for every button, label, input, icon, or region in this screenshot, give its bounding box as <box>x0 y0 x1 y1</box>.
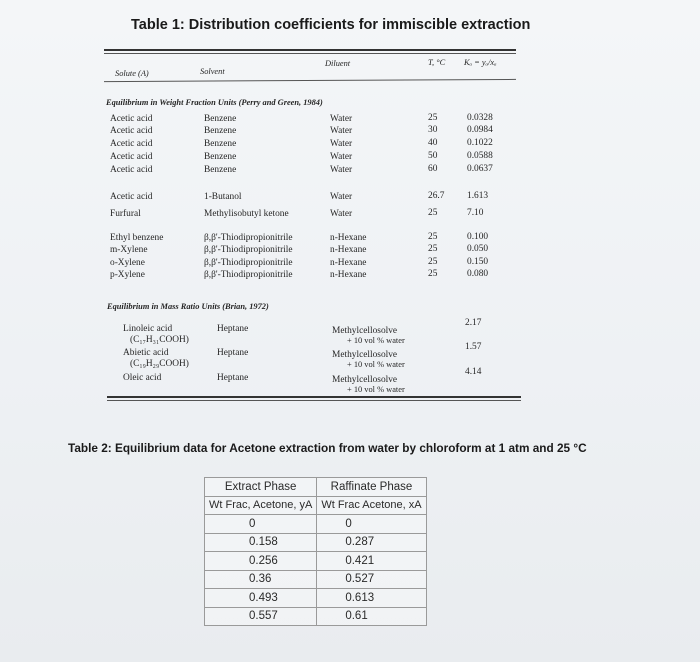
table1-cell-solvent: Benzene <box>204 114 237 124</box>
table1-massratio-solvent: Heptane <box>217 324 249 334</box>
table2-cell-raffinate: 0.287 <box>317 533 426 552</box>
table1-massratio-diluent: Methylcellosolve <box>332 326 398 336</box>
table2-cell-extract: 0.557 <box>205 607 317 626</box>
table1-cell-diluent: Water <box>330 209 353 219</box>
table1-cell-diluent: n-Hexane <box>330 270 367 280</box>
table1-top-rule <box>104 49 516 51</box>
table1-cell-t: 60 <box>428 164 438 174</box>
table1-title: Table 1: Distribution coefficients for immiscible extraction <box>131 17 531 33</box>
table1-cell-diluent: Water <box>330 114 353 124</box>
table2-cell-extract: 0.256 <box>205 552 317 571</box>
table1-cell-t: 26.7 <box>428 191 445 201</box>
table1-cell-solvent: Methylisobutyl ketone <box>204 209 289 219</box>
table1-cell-t: 25 <box>428 244 438 254</box>
table1-massratio-formula: (C₁₇H₃₁COOH) <box>130 335 189 345</box>
table2-cell-raffinate: 0.421 <box>317 552 426 571</box>
table2-title: Table 2: Equilibrium data for Acetone extraction from water by chloroform at 1 atm and 25 °C <box>68 441 587 455</box>
table2-row <box>205 515 427 534</box>
table1-cell-solvent: Benzene <box>204 139 237 149</box>
table1-cell-t: 30 <box>428 125 438 135</box>
table2-row <box>205 533 427 552</box>
table1-cell-k: 0.050 <box>467 244 489 254</box>
header-diluent: Diluent <box>325 59 351 68</box>
table1-cell-solvent: Benzene <box>204 126 237 136</box>
table2-cell-raffinate: 0.613 <box>317 589 426 608</box>
section-weight-fraction: Equilibrium in Weight Fraction Units (Perry and Green, 1984) <box>106 98 323 107</box>
table2-subheader-extract: Wt Frac, Acetone, yA <box>205 496 317 515</box>
header-solvent: Solvent <box>200 67 225 76</box>
table1-massratio-solvent: Heptane <box>217 373 249 383</box>
table1-cell-solute: Acetic acid <box>110 165 153 175</box>
table1-cell-solute: p-Xylene <box>110 270 145 280</box>
table1-massratio-diluent2: + 10 vol % water <box>347 336 405 345</box>
header-temp: T, °C <box>428 58 446 67</box>
table2-row <box>205 607 427 626</box>
table1-massratio-diluent: Methylcellosolve <box>332 375 398 385</box>
table2 <box>204 477 427 626</box>
table1-cell-k: 0.0984 <box>467 125 493 135</box>
table1-cell-solute: o-Xylene <box>110 258 145 268</box>
table1-massratio-k: 2.17 <box>465 318 482 328</box>
table1-cell-diluent: Water <box>330 126 353 136</box>
table1-cell-t: 25 <box>428 208 438 218</box>
table1-cell-solute: Acetic acid <box>110 192 153 202</box>
table1-cell-t: 40 <box>428 138 438 148</box>
table1-cell-k: 0.150 <box>467 257 489 267</box>
header-rule <box>104 79 516 82</box>
table1-massratio-solute: Abietic acid <box>123 348 169 358</box>
table1-cell-k: 0.0588 <box>467 151 493 161</box>
table1-massratio-diluent: Methylcellosolve <box>332 350 398 360</box>
table1-cell-solvent: 1-Butanol <box>204 192 242 202</box>
header-k: Kₐ = yₐ/xₐ <box>464 58 497 67</box>
table1-cell-diluent: n-Hexane <box>330 258 367 268</box>
table1-cell-diluent: n-Hexane <box>330 233 367 243</box>
table2-cell-raffinate: 0.527 <box>317 570 426 589</box>
table2-cell-raffinate: 0 <box>317 515 426 534</box>
table1-cell-k: 7.10 <box>467 208 484 218</box>
table1-cell-diluent: Water <box>330 192 353 202</box>
table2-row <box>205 552 427 571</box>
table1-cell-diluent: Water <box>330 152 353 162</box>
table1-cell-solute: m-Xylene <box>110 245 148 255</box>
table1-cell-k: 0.0328 <box>467 113 493 123</box>
table1-cell-k: 0.0637 <box>467 164 493 174</box>
table1-cell-solute: Furfural <box>110 209 141 219</box>
table2-cell-extract: 0 <box>205 515 317 534</box>
table1-massratio-formula: (C₁₉H₂₉COOH) <box>130 359 189 369</box>
table1-massratio-solute: Linoleic acid <box>123 324 173 334</box>
table1-cell-solute: Ethyl benzene <box>110 233 164 243</box>
table2-cell-extract: 0.493 <box>205 589 317 608</box>
table1-cell-solvent: β,β'-Thiodipropionitrile <box>204 233 293 243</box>
table1-cell-t: 25 <box>428 232 438 242</box>
table1-cell-diluent: n-Hexane <box>330 245 367 255</box>
table1-cell-solute: Acetic acid <box>110 139 153 149</box>
table1-cell-solvent: Benzene <box>204 152 237 162</box>
table1-massratio-k: 4.14 <box>465 367 482 377</box>
table2-row <box>205 589 427 608</box>
table1-cell-solute: Acetic acid <box>110 126 153 136</box>
table1-cell-diluent: Water <box>330 139 353 149</box>
table1-bottom-rule-2 <box>107 400 521 401</box>
table1-massratio-solute: Oleic acid <box>123 373 162 383</box>
table1-cell-solvent: β,β'-Thiodipropionitrile <box>204 245 293 255</box>
header-solute: Solute (A) <box>115 69 149 78</box>
table1-massratio-diluent2: + 10 vol % water <box>347 385 405 394</box>
table1-cell-diluent: Water <box>330 165 353 175</box>
table1-cell-k: 0.080 <box>467 269 489 279</box>
table1-cell-solute: Acetic acid <box>110 152 153 162</box>
table1-cell-t: 25 <box>428 257 438 267</box>
table2-row <box>205 570 427 589</box>
table1-massratio-solvent: Heptane <box>217 348 249 358</box>
table1-cell-t: 25 <box>428 113 438 123</box>
table1-top-rule-2 <box>104 53 516 54</box>
table1-bottom-rule <box>107 396 521 398</box>
table2-cell-raffinate: 0.61 <box>317 607 426 626</box>
table2-subheader-raffinate: Wt Frac Acetone, xA <box>317 496 426 515</box>
table1-cell-solvent: β,β'-Thiodipropionitrile <box>204 258 293 268</box>
table1-cell-k: 1.613 <box>467 191 489 201</box>
table1-cell-solute: Acetic acid <box>110 114 153 124</box>
table1-cell-t: 50 <box>428 151 438 161</box>
table2-header-raffinate: Raffinate Phase <box>317 478 426 497</box>
table1-cell-solvent: β,β'-Thiodipropionitrile <box>204 270 293 280</box>
table2-header-extract: Extract Phase <box>205 478 317 497</box>
table1-massratio-diluent2: + 10 vol % water <box>347 360 405 369</box>
table2-cell-extract: 0.158 <box>205 533 317 552</box>
table1-cell-k: 0.1022 <box>467 138 493 148</box>
table1-cell-k: 0.100 <box>467 232 489 242</box>
table1-massratio-k: 1.57 <box>465 342 482 352</box>
table1-cell-t: 25 <box>428 269 438 279</box>
section-mass-ratio: Equilibrium in Mass Ratio Units (Brian, 1972) <box>107 302 269 311</box>
table1-cell-solvent: Benzene <box>204 165 237 175</box>
table2-cell-extract: 0.36 <box>205 570 317 589</box>
